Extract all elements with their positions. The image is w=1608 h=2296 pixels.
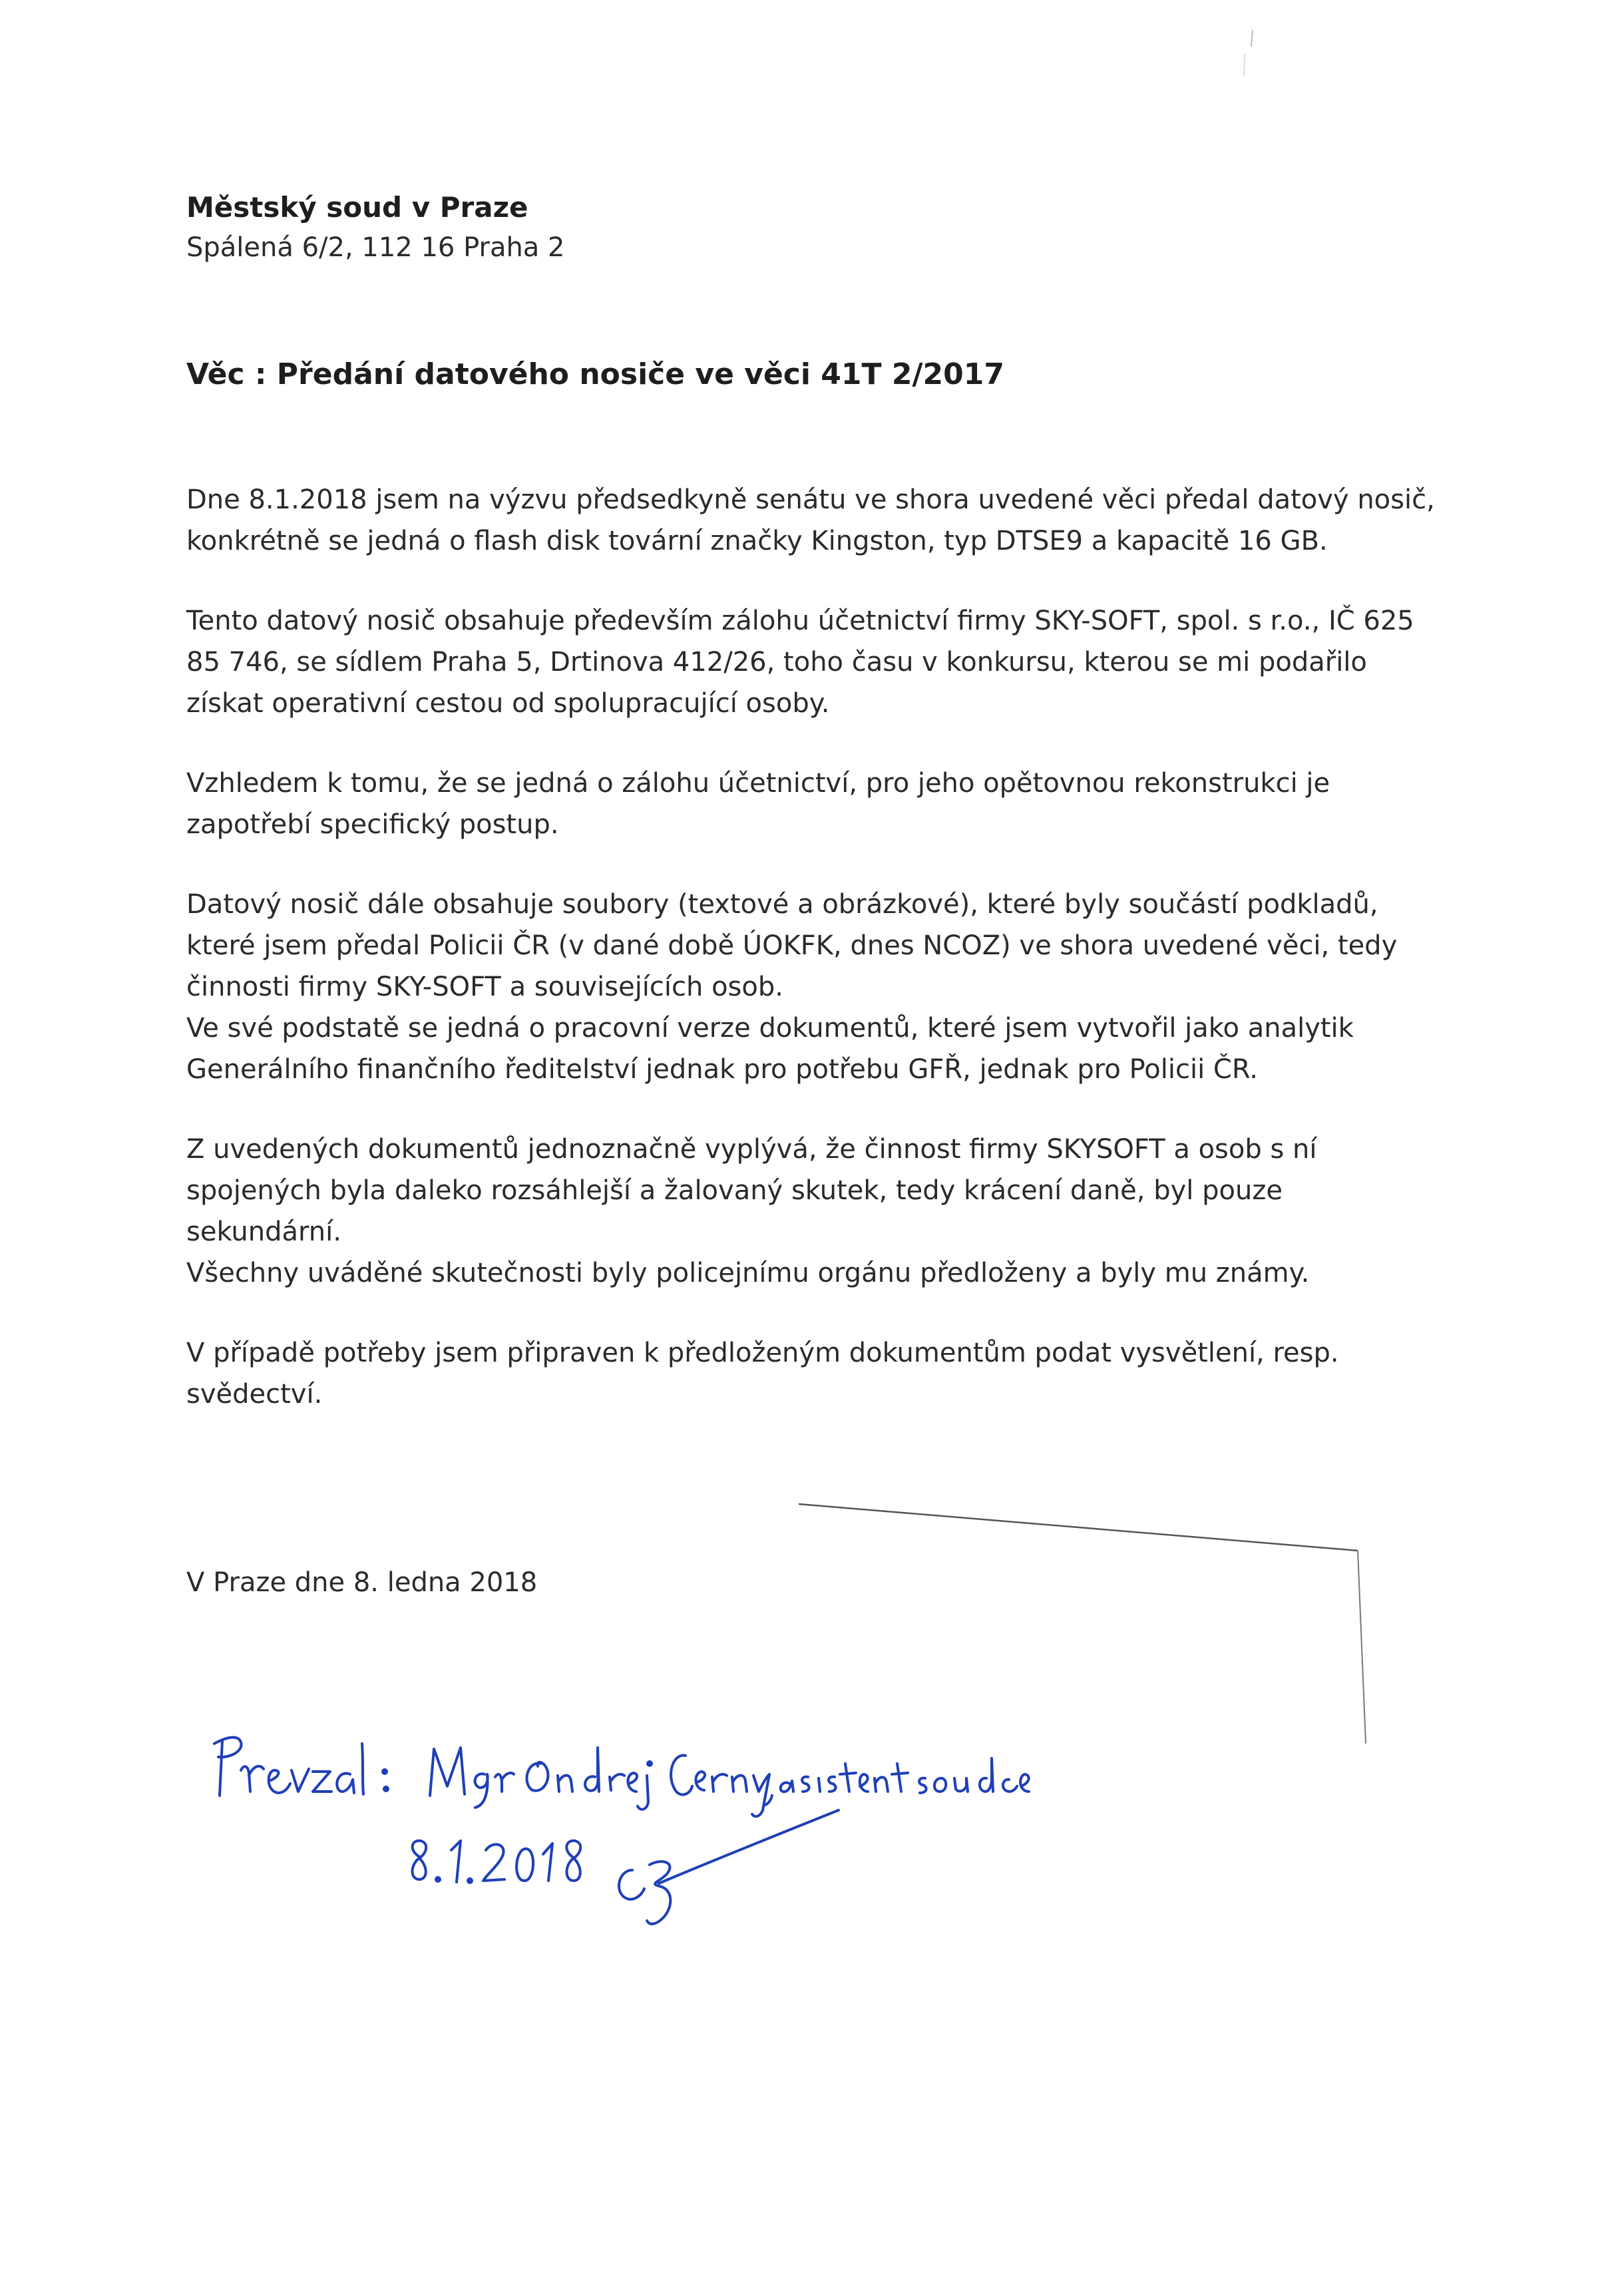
paragraph-line: které jsem předal Policii ČR (v dané době ÚOKFK, dnes NCOZ) ve shora uvedené věci, tedy xyxy=(186,930,1398,961)
paragraph-6 xyxy=(186,1332,1424,1415)
paragraph-line: svědectví. xyxy=(186,1379,323,1410)
paragraph-3 xyxy=(186,763,1424,845)
paragraph-line: Tento datový nosič obsahuje především zálohu účetnictví firmy SKY-SOFT, spol. s r.o., IČ 625 xyxy=(186,606,1414,636)
paragraph-line: činnosti firmy SKY-SOFT a souvisejících osob. xyxy=(186,972,783,1002)
handwritten-signature xyxy=(200,1717,1065,1997)
paragraph-line: Vzhledem k tomu, že se jedná o zálohu účetnictví, pro jeho opětovnou rekonstrukci je xyxy=(186,768,1330,799)
paragraph-line: 85 746, se sídlem Praha 5, Drtinova 412/26, toho času v konkursu, kterou se mi podařilo xyxy=(186,647,1367,677)
place-and-date: V Praze dne 8. ledna 2018 xyxy=(186,1567,538,1598)
paragraph-line: Datový nosič dále obsahuje soubory (textové a obrázkové), které byly součástí podkladů, xyxy=(186,889,1378,920)
paragraph-line: Ve své podstatě se jedná o pracovní verze dokumentů, které jsem vytvořil jako analytik xyxy=(186,1013,1354,1044)
paragraph-line: spojených byla daleko rozsáhlejší a žalovaný skutek, tedy krácení daně, byl pouze xyxy=(186,1175,1283,1206)
paragraph-line: zapotřebí specifický postup. xyxy=(186,809,559,840)
paragraph-line: sekundární. xyxy=(186,1217,341,1247)
addressee-name: Městský soud v Praze xyxy=(186,191,528,224)
addressee-address: Spálená 6/2, 112 16 Praha 2 xyxy=(186,232,565,263)
paragraph-4 xyxy=(186,884,1424,1090)
paragraph-1 xyxy=(186,479,1435,562)
paragraph-2 xyxy=(186,600,1424,724)
subject-line: Věc : Předání datového nosiče ve věci 41T 2/2017 xyxy=(186,357,1004,391)
paragraph-line: Generálního finančního ředitelství jednak pro potřebu GFŘ, jednak pro Policii ČR. xyxy=(186,1054,1258,1085)
paragraph-line: konkrétně se jedná o flash disk tovární značky Kingston, typ DTSE9 a kapacitě 16 GB. xyxy=(186,526,1328,556)
letter-body xyxy=(186,479,1435,1453)
paragraph-line: získat operativní cestou od spolupracující osoby. xyxy=(186,688,830,719)
paragraph-line: Z uvedených dokumentů jednoznačně vyplývá, že činnost firmy SKYSOFT a osob s ní xyxy=(186,1134,1317,1165)
signature-box-lines xyxy=(792,1497,1378,1750)
addressee-block xyxy=(186,188,1384,268)
paragraph-line: V případě potřeby jsem připraven k předloženým dokumentům podat vysvětlení, resp. xyxy=(186,1338,1339,1368)
paragraph-line: Všechny uváděné skutečnosti byly policejnímu orgánu předloženy a byly mu známy. xyxy=(186,1258,1310,1288)
scan-corner-mark xyxy=(1238,27,1258,80)
paragraph-line: Dne 8.1.2018 jsem na výzvu předsedkyně senátu ve shora uvedené věci předal datový nosič, xyxy=(186,484,1435,515)
paragraph-5 xyxy=(186,1129,1424,1294)
